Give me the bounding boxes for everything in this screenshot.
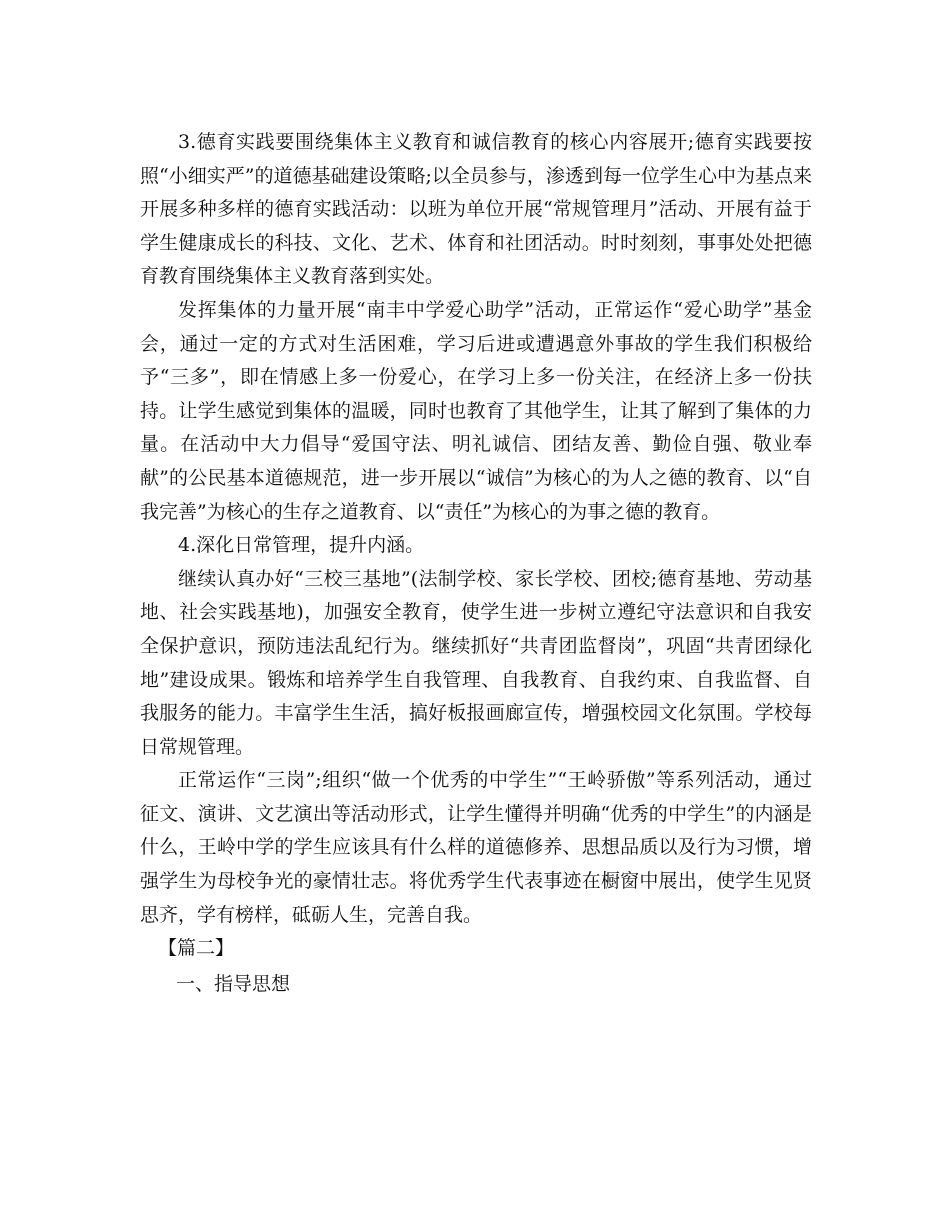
document-body xyxy=(140,126,812,1001)
section-heading: 【篇二】 xyxy=(158,937,235,960)
paragraph-moral-practice: 3.德育实践要围绕集体主义教育和诚信教育的核心内容展开;德育实践要按照“小细实严”的道德基础建设策略;以全员参与，渗透到每一位学生心中为基点来开展多种多样的德育实践活动：以班为单位开展“常规管理月”活动、开展有益于学生健康成长的科技、文化、艺术、体育和社团活动。时时刻刻，事事处处把德育教育围绕集体主义教育落到实处。 xyxy=(140,131,812,288)
paragraph-three-schools: 继续认真办好“三校三基地”(法制学校、家长学校、团校;德育基地、劳动基地、社会实践基地)，加强安全教育，使学生进一步树立遵纪守法意识和自我安全保护意识，预防违法乱纪行为。继续抓好“共青团监督岗”，巩固“共青团绿化地”建设成果。锻炼和培养学生自我管理、自我教育、自我约束、自我监督、自我服务的能力。丰富学生生活，搞好板报画廊宣传，增强校园文化氛围。学校每日常规管理。 xyxy=(140,567,812,758)
paragraph-collective-support: 发挥集体的力量开展“南丰中学爱心助学”活动，正常运作“爱心助学”基金会，通过一定的方式对生活困难，学习后进或遭遇意外事故的学生我们积极给予“三多”，即在情感上多一份爱心，在学习上多一份关注，在经济上多一份扶持。让学生感觉到集体的温暖，同时也教育了其他学生，让其了解到了集体的力量。在活动中大力倡导“爱国守法、明礼诚信、团结友善、勤俭自强、敬业奉献”的公民基本道德规范，进一步开展以“诚信”为核心的为人之德的教育、以“自我完善”为核心的生存之道教育、以“责任”为核心的为事之德的教育。 xyxy=(140,298,812,523)
paragraph-three-posts: 正常运作“三岗”;组织“做一个优秀的中学生”“王岭骄傲”等系列活动，通过征文、演讲、文艺演出等活动形式，让学生懂得并明确“优秀的中学生”的内涵是什么，王岭中学的学生应该具有什么样的道德修养、思想品质以及行为习惯，增强学生为母校争光的豪情壮志。将优秀学生代表事迹在橱窗中展出，使学生见贤思齐，学有榜样，砥砺人生，完善自我。 xyxy=(140,769,812,926)
subheading-guiding-ideology: 一、指导思想 xyxy=(176,972,291,995)
paragraph-daily-management-title: 4.深化日常管理，提升内涵。 xyxy=(178,534,425,557)
